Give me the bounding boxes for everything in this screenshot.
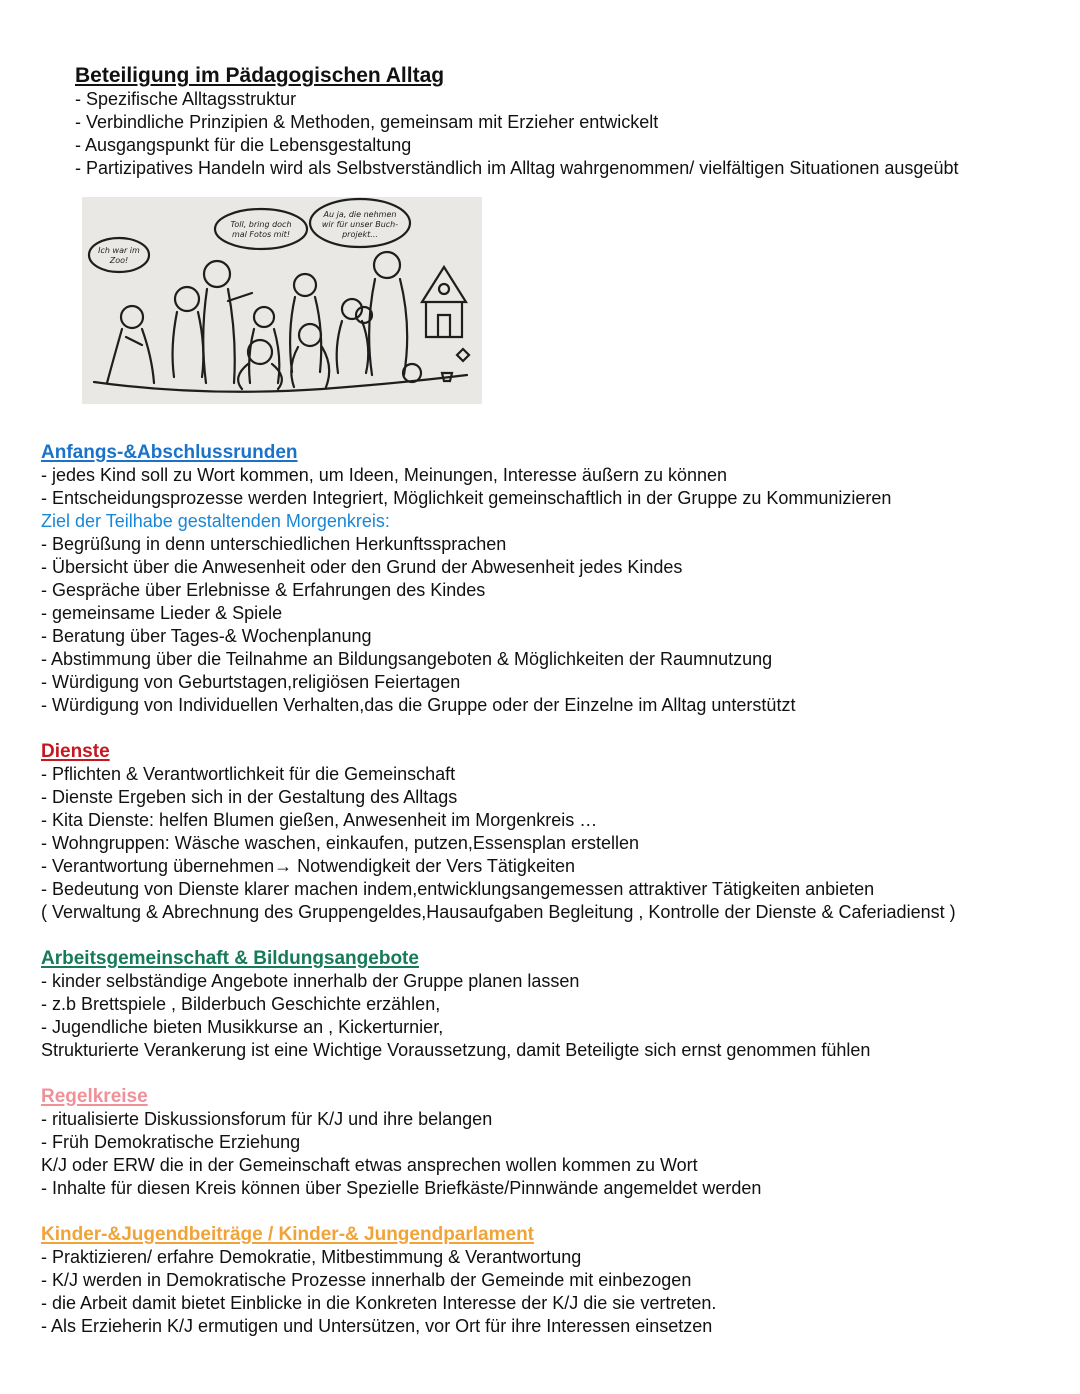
list-item: - Kita Dienste: helfen Blumen gießen, Anwesenheit im Morgenkreis …: [41, 810, 598, 830]
bubble-right-line-2: wir für unser Buch-: [321, 220, 399, 229]
list-item: - Wohngruppen: Wäsche waschen, einkaufen, putzen,Essensplan erstellen: [41, 833, 640, 853]
section-subtitle: Ziel der Teilhabe gestaltenden Morgenkreis:: [41, 511, 390, 531]
list-item: - kinder selbständige Angebote innerhalb der Gruppe planen lassen: [41, 971, 580, 991]
list-item: - Würdigung von Geburtstagen,religiösen Feiertagen: [41, 672, 461, 692]
content: [41, 441, 956, 1361]
list-item: - Praktizieren/ erfahre Demokratie, Mitbestimmung & Verantwortung: [41, 1247, 582, 1267]
list-item: - ritualisierte Diskussionsforum für K/J und ihre belangen: [41, 1109, 493, 1129]
list-item: - Gespräche über Erlebnisse & Erfahrungen des Kindes: [41, 580, 486, 600]
list-item: - jedes Kind soll zu Wort kommen, um Ideen, Meinungen, Interesse äußern zu können: [41, 465, 728, 485]
list-item: - z.b Brettspiele , Bilderbuch Geschichte erzählen,: [41, 994, 441, 1014]
list-item: - Entscheidungsprozesse werden Integriert, Möglichkeit gemeinschaftlich in der Gruppe zu Kommunizieren: [41, 488, 892, 508]
list-item: - Als Erzieherin K/J ermutigen und Untersützen, vor Ort für ihre Interessen einsetzen: [41, 1316, 713, 1336]
list-item: - Ausgangspunkt für die Lebensgestaltung: [75, 135, 412, 155]
bubble-right-line-1: Au ja, die nehmen: [323, 210, 397, 219]
list-item: - Spezifische Alltagsstruktur: [75, 89, 297, 109]
bubble-left-line-2: Zoo!: [109, 256, 129, 265]
list-item: - die Arbeit damit bietet Einblicke in die Konkreten Interesse der K/J die sie vertreten.: [41, 1293, 717, 1313]
children-circle-illustration: [82, 197, 482, 404]
list-item: - Übersicht über die Anwesenheit oder den Grund der Abwesenheit jedes Kindes: [41, 557, 683, 577]
list-item: - Inhalte für diesen Kreis können über Spezielle Briefkäste/Pinnwände angemeldet werden: [41, 1178, 762, 1198]
bubble-right-line-3: projekt...: [342, 230, 378, 239]
list-item: K/J oder ERW die in der Gemeinschaft etwas ansprechen wollen kommen zu Wort: [41, 1155, 698, 1175]
list-item: - Beratung über Tages-& Wochenplanung: [41, 626, 372, 646]
list-item: - Bedeutung von Dienste klarer machen indem,entwicklungsangemessen attraktiver Tätigkeiten anbieten: [41, 879, 875, 899]
bubble-mid-line-1: Toll, bring doch: [230, 220, 292, 229]
section-regelkreise: [41, 1085, 956, 1200]
section-title: Regelkreise: [41, 1086, 148, 1107]
bubble-mid-line-2: mal Fotos mit!: [231, 230, 291, 239]
page-title: Beteiligung im Pädagogischen Alltag: [75, 64, 445, 87]
list-item: ( Verwaltung & Abrechnung des Gruppengeldes,Hausaufgaben Begleitung , Kontrolle der Dienste & Caferiadienst ): [41, 902, 956, 922]
list-item: - K/J werden in Demokratische Prozesse innerhalb der Gemeinde mit einbezogen: [41, 1270, 692, 1290]
list-item: - Dienste Ergeben sich in der Gestaltung des Alltags: [41, 787, 458, 807]
list-item: - Früh Demokratische Erziehung: [41, 1132, 301, 1152]
intro-section: [75, 63, 958, 180]
list-item: - Verantwortung übernehmen→ Notwendigkeit der Vers Tätigkeiten: [41, 856, 575, 876]
list-item: - Würdigung von Individuellen Verhalten,das die Gruppe oder der Einzelne im Alltag unterstützt: [41, 695, 796, 715]
section-title: Dienste: [41, 741, 110, 762]
list-item: - Jugendliche bieten Musikkurse an , Kickerturnier,: [41, 1017, 444, 1037]
list-item: - gemeinsame Lieder & Spiele: [41, 603, 283, 623]
list-item: - Verbindliche Prinzipien & Methoden, gemeinsam mit Erzieher entwickelt: [75, 112, 659, 132]
section-title: Anfangs-&Abschlussrunden: [41, 442, 298, 463]
section-kinder-jugend: [41, 1223, 956, 1338]
section-dienste: [41, 740, 956, 924]
list-item: - Abstimmung über die Teilnahme an Bildungsangeboten & Möglichkeiten der Raumnutzung: [41, 649, 773, 669]
section-title: Arbeitsgemeinschaft & Bildungsangebote: [41, 948, 419, 969]
list-item: - Pflichten & Verantwortlichkeit für die Gemeinschaft: [41, 764, 456, 784]
section-anfangs: [41, 441, 956, 717]
list-item: Strukturierte Verankerung ist eine Wichtige Voraussetzung, damit Beteiligte sich ernst genommen fühlen: [41, 1040, 871, 1060]
list-item: - Partizipatives Handeln wird als Selbstverständlich im Alltag wahrgenommen/ vielfältigen Situationen ausgeübt: [75, 158, 959, 178]
section-title: Kinder-&Jugendbeiträge / Kinder-& Jungendparlament: [41, 1224, 534, 1245]
bubble-left-line-1: Ich war im: [98, 246, 140, 255]
section-arbeitsgemeinschaft: [41, 947, 956, 1062]
list-item: - Begrüßung in denn unterschiedlichen Herkunftssprachen: [41, 534, 507, 554]
